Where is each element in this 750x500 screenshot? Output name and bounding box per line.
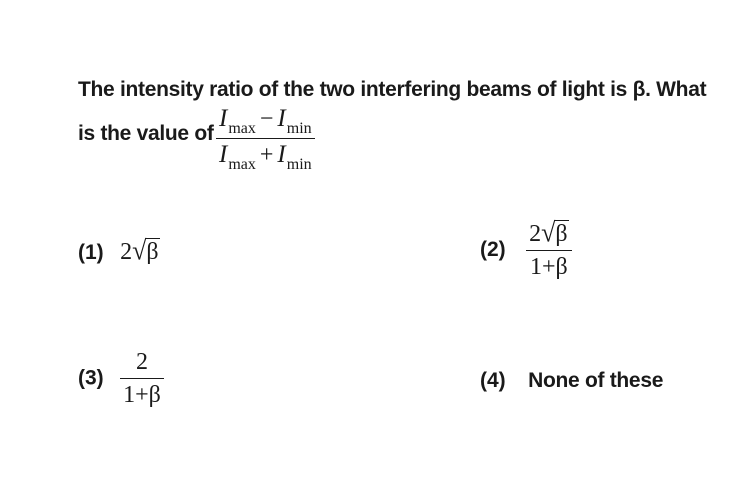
fraction-bar [120,378,164,379]
option-1[interactable] [78,236,160,266]
question-line-2: is the value of [78,122,214,145]
option-3-label: (3) [78,366,104,390]
option-3-denominator: 1+β [123,382,161,408]
expression-numerator: $I_{max} - I_{min}$ [219,105,312,137]
option-2-denominator: 1+β [530,254,568,280]
option-1-value: 2√β [120,235,159,266]
option-1-label: (1) [78,241,104,264]
question-expression [216,104,315,173]
option-4[interactable] [480,369,663,393]
option-4-label: (4) [480,369,506,392]
expression-fraction [216,104,315,173]
option-3-numerator: 2 [136,349,148,375]
option-2-label: (2) [480,238,506,261]
expression-denominator: $I_{max} + I_{min}$ [219,141,312,173]
sqrt-symbol: √β [132,235,159,266]
fraction-bar [216,138,315,139]
question-line-1: The intensity ratio of the two interfering beams of light is β. What [78,78,707,101]
option-2-numerator: 2√β [529,217,568,248]
option-2[interactable] [480,218,572,282]
option-2-fraction [526,218,572,282]
fraction-bar [526,250,572,251]
option-3-fraction [120,347,164,410]
option-4-text: None of these [528,369,664,392]
option-3[interactable] [78,347,164,410]
